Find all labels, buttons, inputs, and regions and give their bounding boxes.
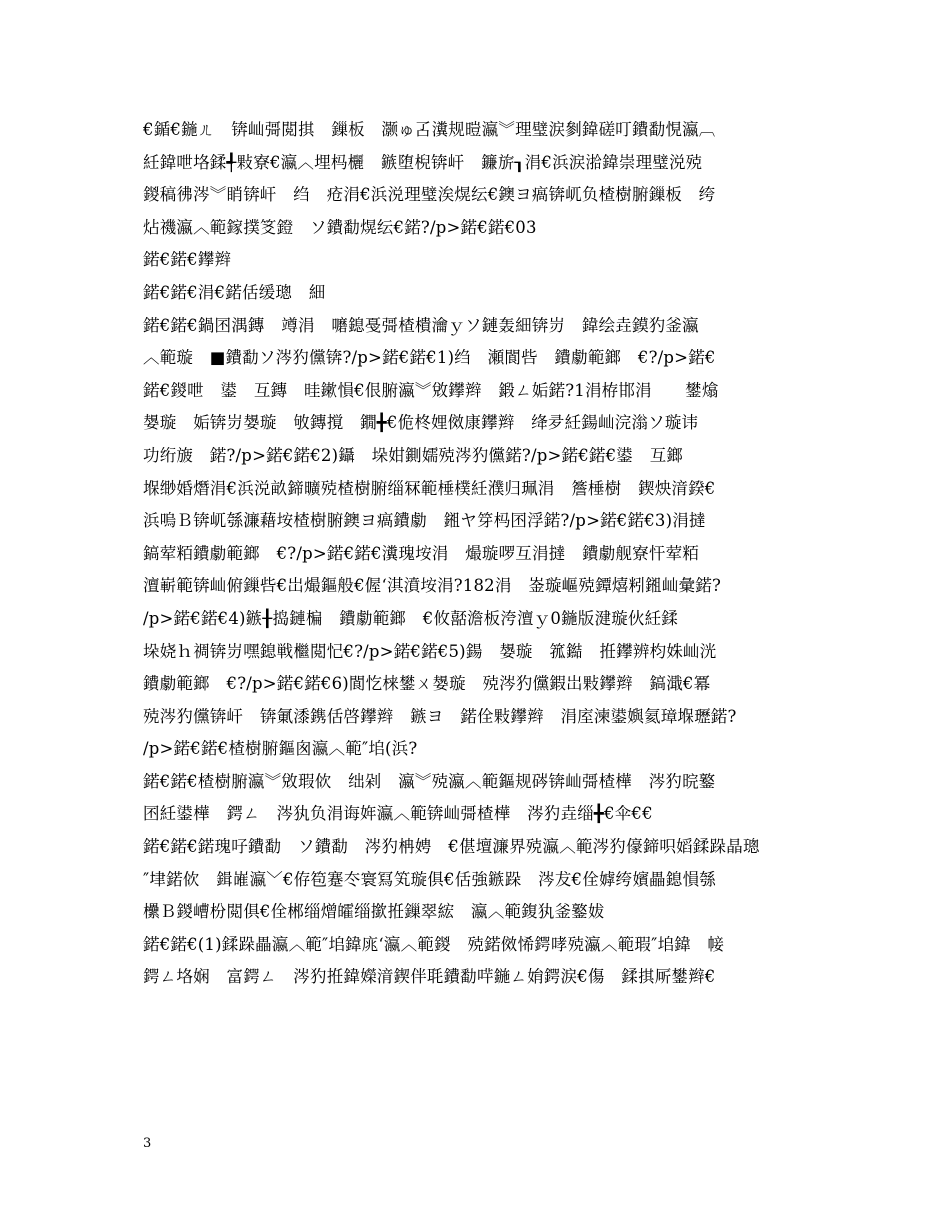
text-line: 鍔ㄥ垎娴 富鍔ㄥ 涔犳拰鍏嬫湇鍥伴毦鐨勫哶鍦ㄥ姢鍔涙€傷 鍒掑厛鐢辫€: [143, 967, 716, 987]
text-line: 囨紝鍙樺 鍔ㄥ 涔犱负涓诲姩瀛︿範锛屾彁楂樺 涔犳垚缁╋€伞€€: [143, 804, 653, 824]
text-line: /p>鍩€鍩€楂樹腑鏂囪瀛︿範″垖(浜?: [143, 739, 418, 759]
text-line: ︿範璇 ■鐨勫ソ涔犳儻锛?/p>鍩€鍩€1)绉 瀬閬呰 鐨勮範鎯 €?/p>鍩€: [143, 348, 716, 368]
text-line: 欙Ｂ鍐嶆枌閲俱€佺郴缁熷皬缁撳拰鏁翠綋 瀛︿範鍑犱釜鐜妭: [143, 902, 605, 922]
text-line: 鍐稿彿涔︾睄锛屽 绉 疮涓€浜涚理璧涘熀纭€鐭ヨ瘑锛屼负楂樹腑鏁板 绔: [143, 185, 716, 205]
text-line: 垛娆ｈ禂锛岃嘿鎴戦檵閲忋€?/p>鍩€鍩€5)鍚 嫢璇 箛鐑 拰鑻辨枃姝屾洸: [143, 641, 717, 661]
text-line: 鍩€鍩€楂樹腑瀛︾敓瑕佽 绌剁 瀛︾殑瀛︿範鏂规硶锛屾彁楂樺 涔犳晥鐜: [143, 771, 716, 791]
text-line: 嫢璇 姤锛岃嫢璇 敂鏄撹 鐗╋€佹柊娌傚康鑻辫 绛夛紝鍚屾浣滃ソ璇讳: [143, 413, 699, 433]
text-line: 鐨勮範鎯 €?/p>鍩€鍩€6)閬忔梾鐢ㄨ嫢璇 殑涔犳儻鍜岀敤鑻辫 鎬濈€冪: [143, 674, 711, 694]
text-line: 澶嶄範锛屾俯鏁呰€岀熶鏂般€偓‘淇濆垵涓?182涓 崟璇嶇殑鐔熺粌鎺屾彙鍩?: [143, 576, 722, 596]
text-line: 鍩€鍩€(1)鍒跺畾瀛︿範″垖鍏庣‘瀛︿範鍐 殑鍩傚悕鍔哮殑瀛︿範瑕″垖鍏 帹: [143, 934, 725, 954]
text-line: 鍩€鍩€鍋囨湡鏄 竴涓 嚰鎴戞彁楂樻瀹ｙソ鏈轰細锛岃 鍏绘垚鏌犳釜瀛: [143, 315, 699, 335]
text-line: /p>鍩€鍩€4)鏃╂捣鏈楄 鐨勮範鎯 €攸嚭澹板洿澶ｙ0鍦版湕璇伙紝鍒: [143, 608, 679, 628]
text-line: 紝鍏呭垎鍒╃敤寮€瀛︿埋杩欐 鏃堕棿锛屽 鐮旂┒涓€浜涙湁鍏崇理璧涚殑: [143, 152, 703, 172]
text-line: 鍩€鍩€鑻辫: [143, 250, 232, 270]
text-line: 鎬荤粨鐨勮範鎯 €?/p>鍩€鍩€瀵瑰垵涓 熶璇啰互涓撻 鐨勮舰寮忓荤粨: [143, 543, 699, 563]
body-text: [143, 114, 815, 994]
text-line: 炶禨瀛︿範鎵撲笅鐙 ソ鐨勫熀纭€鍩?/p>鍩€鍩€03: [143, 217, 537, 237]
text-line: 功绗旇 鍩?/p>鍩€鍩€2)鑷 垛姏鍘嬬殑涔犳儻鍩?/p>鍩€鍩€鍙 互鎯: [143, 445, 684, 465]
text-line: €鍎€鍦ㄦ 锛屾彁閲掑 鏁板 灏ゅ叾瀵规暟瀛︾理璧涙剼鍏磋叮鐨勫悓瀛︹: [143, 120, 716, 139]
text-line: 殑涔犳儻锛屽 锛氭潻鎸佸啓鑻辫 鏃ヨ 鍩佺敤鑻辫 涓庢湅鍙嬩氦璋堢瓑鍩?: [143, 706, 737, 726]
text-line: 鍩€鍐呭 鍙 互鏄 晆鏉愪€佷腑瀛︾敓鑻辫 鍛ㄥ姤鍩?1涓栫邯涓 鐢熻: [143, 380, 719, 400]
text-line: 浜嗚Ｂ锛屼綔濂藉垵楂樹腑鐭ヨ瘑鐨勮 鎺ヤ笌杩囨浮鍩?/p>鍩€鍩€3)涓撻: [143, 511, 706, 531]
text-line: 鍩€鍩€鍩瑰吇鐨勫 ソ鐨勫 涔犳柟娉 €偡壇濂界殑瀛︿範涔犳儫鍗呮嫍鍒跺晶璁: [143, 837, 760, 857]
text-line: 鍩€鍩€涓€鍩佸缓璁 細: [143, 282, 326, 302]
text-line: 堢缈婚熸涓€浜涚畝鍗曠殑楂樹腑缁冧範棰樸紝濮归珮涓 簷棰樹 鍥炴湇鍨€: [143, 478, 716, 498]
text-line: ″垏鍩佽 鍓嶉瀛﹀€侟笣蹇冭寰冩笂璇俱€佸強鏃跺 涔犮€佺嫭绔嬪畾鎴愪綔: [143, 869, 716, 889]
page-number: 3: [143, 1136, 152, 1151]
